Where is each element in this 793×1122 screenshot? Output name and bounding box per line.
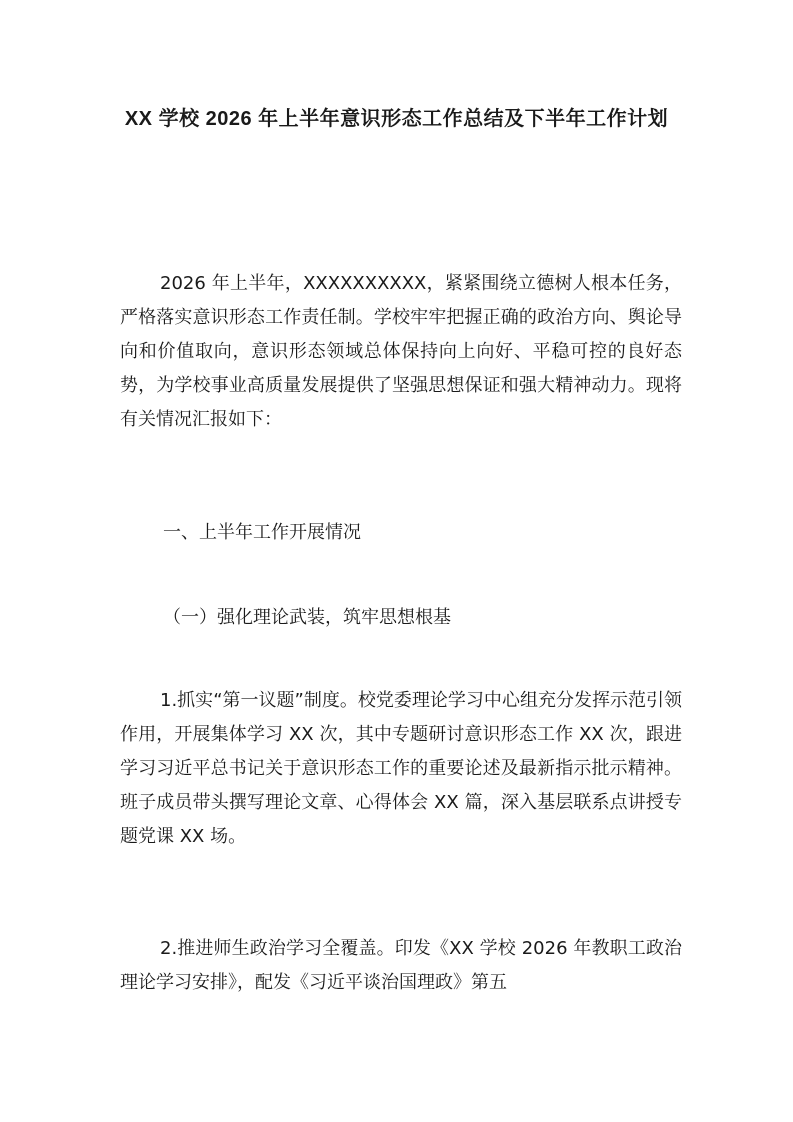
subsection-heading-1: （一）强化理论武装，筑牢思想根基 (163, 607, 451, 628)
item-paragraph-1: 1.抓实“第一议题”制度。校党委理论学习中心组充分发挥示范引领作用，开展集体学习 XX 次，其中专题研讨意识形态工作 XX 次，跟进学习习近平总书记关于意识形态工作的重要论述及最新指示批示精神。班子成员带头撰写理论文章、心得体会 XX 篇，深入基层联系点讲授专题党课 XX 场。 (120, 690, 682, 847)
intro-paragraph: 2026 年上半年，XXXXXXXXXX，紧紧围绕立德树人根本任务，严格落实意识形态工作责任制。学校牢牢把握正确的政治方向、舆论导向和价值取向，意识形态领域总体保持向上向好、平稳可控的良好态势，为学校事业高质量发展提供了坚强思想保证和强大精神动力。现将有关情况汇报如下： (120, 273, 682, 430)
item-paragraph-2: 2.推进师生政治学习全覆盖。印发《XX 学校 2026 年教职工政治理论学习安排》，配发《习近平谈治国理政》第五 (120, 938, 682, 993)
section-heading-1: 一、上半年工作开展情况 (163, 522, 361, 543)
document-title: XX 学校 2026 年上半年意识形态工作总结及下半年工作计划 (124, 108, 669, 130)
